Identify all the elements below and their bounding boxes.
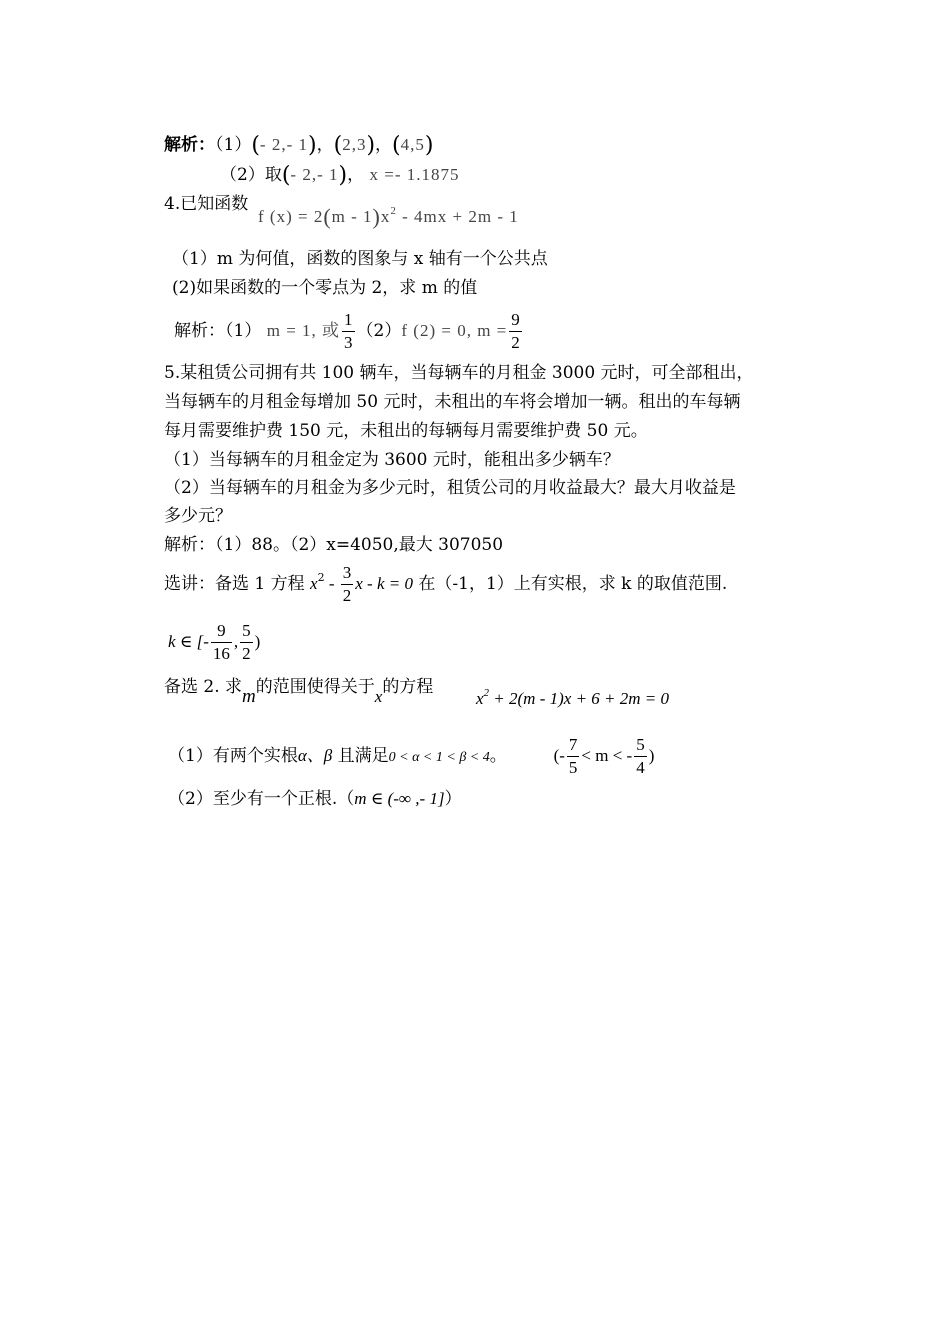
- question-5-line-1: 5.某租赁公司拥有共 100 辆车，当每辆车的月租金 3000 元时，可全部租出，: [164, 363, 754, 383]
- fraction-numerator: 7: [567, 734, 580, 757]
- fraction: [341, 562, 354, 607]
- comma: ,: [233, 632, 239, 651]
- extra-1-question: [164, 560, 727, 608]
- part-2-answer: m ∈ (-∞ ,- 1]: [354, 789, 445, 808]
- fraction-numerator: 5: [634, 734, 647, 757]
- interval-2: 2,3: [342, 135, 367, 154]
- function-head: f (x) = 2: [258, 207, 324, 226]
- extra-2-part-2: [168, 788, 462, 810]
- answer-label: 解析：（1）: [174, 321, 262, 341]
- fraction: [211, 620, 232, 665]
- extra-2-part-1: [168, 732, 654, 782]
- fraction: [634, 734, 647, 779]
- var-x: x: [476, 689, 484, 708]
- answer-3-line-2: （2）取(- 2,- 1)， x =- 1.1875: [220, 163, 460, 188]
- question-5-part-2b: 多少元？: [164, 506, 232, 526]
- fraction-numerator: 9: [211, 620, 232, 643]
- alpha-beta: α、β: [297, 746, 333, 765]
- question-5-line-2: 当每辆车的月租金每增加 50 元时，未租出的车将会增加一辆。租出的车每辆: [164, 392, 741, 412]
- equation-rest: + 2(m - 1)x + 6 + 2m = 0: [489, 689, 670, 708]
- function-factor: m - 1: [331, 207, 373, 226]
- answer-part-1-label: （1）: [215, 135, 252, 155]
- extra-2-equation: [476, 688, 669, 710]
- exponent: 2: [317, 571, 325, 584]
- fraction-denominator: 4: [636, 758, 645, 777]
- extra-1-suffix: 在（-1，1）上有实根，求 k 的取值范围.: [418, 574, 728, 594]
- var-m: m: [242, 686, 256, 707]
- root-approx: x =- 1.1875: [369, 165, 460, 184]
- answer-m-values: m = 1, 或: [266, 321, 341, 340]
- close-paren: ）: [444, 789, 462, 809]
- fraction-denominator: 16: [212, 644, 230, 663]
- fraction-numerator: 3: [341, 562, 354, 585]
- fraction-numerator: 5: [240, 620, 253, 643]
- fraction-denominator: 2: [511, 333, 520, 352]
- separator: ，: [375, 135, 393, 155]
- question-5-part-2a: （2）当每辆车的月租金为多少元时，租赁公司的月收益最大？最大月收益是: [164, 478, 736, 498]
- answer-part-2-label: （2）: [356, 321, 402, 341]
- fraction-numerator: 9: [509, 309, 522, 332]
- separator: ，: [347, 165, 365, 185]
- question-5-part-1: （1）当每辆车的月租金定为 3600 元时，能租出多少辆车？: [164, 450, 620, 470]
- equation-rest: x - k = 0: [355, 574, 413, 593]
- satisfy-text: 且满足: [337, 746, 389, 766]
- var-x: x: [310, 574, 318, 593]
- interval-1: - 2,- 1: [259, 135, 308, 154]
- close-paren: ): [254, 632, 261, 651]
- fraction-denominator: 2: [342, 586, 352, 605]
- question-4-answer: [174, 308, 524, 354]
- part-2-label: （2）至少有一个正根.（: [168, 789, 355, 809]
- fraction-denominator: 2: [242, 644, 251, 663]
- answer-3-line-1: 解析：（1）(- 2,- 1)，(2,3)，(4,5): [164, 133, 434, 158]
- question-4-part-1: （1）m 为何值，函数的图象与 x 轴有一个公共点: [172, 249, 548, 269]
- function-x: x: [380, 207, 391, 226]
- extra-2-suffix: 的方程: [382, 677, 434, 697]
- question-5-line-3: 每月需要维护费 150 元，未租出的每辆每月需要维护费 50 元。: [164, 421, 648, 441]
- answer-label: 解析：: [164, 135, 215, 155]
- fraction-denominator: 3: [344, 333, 353, 352]
- interval-4: - 2,- 1: [290, 165, 339, 184]
- interval-3: 4,5: [400, 135, 425, 154]
- extra-2-question: [164, 676, 434, 707]
- question-5-answer: 解析：（1）88。（2）x=4050,最大 307050: [164, 535, 504, 555]
- range-open: (-: [553, 746, 565, 765]
- question-4-part-2: (2)如果函数的一个零点为 2，求 m 的值: [172, 278, 478, 298]
- answer-f2: f (2) = 0, m =: [401, 321, 508, 340]
- fraction: [342, 309, 355, 354]
- exponent: 2: [483, 687, 490, 699]
- extra-2-mid: 的范围使得关于: [255, 677, 375, 697]
- fraction: [567, 734, 580, 779]
- part-1-label: （1）有两个实根: [168, 746, 298, 766]
- question-4-title: 4.已知函数: [164, 194, 249, 214]
- answer-k: k ∈ [-: [168, 632, 209, 651]
- condition: 0 < α < 1 < β < 4: [388, 750, 490, 765]
- extra-2-prefix: 备选 2. 求: [164, 677, 243, 697]
- exponent: 2: [390, 205, 397, 217]
- fraction-denominator: 5: [568, 758, 578, 777]
- answer-part-2-label: （2）取: [220, 165, 282, 185]
- minus-sign: -: [324, 574, 339, 593]
- extra-1-answer: [168, 618, 260, 666]
- extra-1-prefix: 选讲：备选 1 方程: [164, 574, 305, 594]
- function-tail: - 4mx + 2m - 1: [396, 207, 519, 226]
- range-mid: < m < -: [581, 746, 633, 765]
- separator: ，: [316, 135, 334, 155]
- fraction-numerator: 1: [342, 309, 355, 332]
- fraction: [240, 620, 253, 665]
- question-4-function: f $(x) = 2(m - 1)x^2 - 4mx + 2m - 1$: [258, 204, 519, 229]
- range-close: ): [648, 746, 655, 765]
- fraction: [509, 309, 522, 354]
- var-x: x: [374, 687, 383, 706]
- period: 。: [489, 746, 507, 766]
